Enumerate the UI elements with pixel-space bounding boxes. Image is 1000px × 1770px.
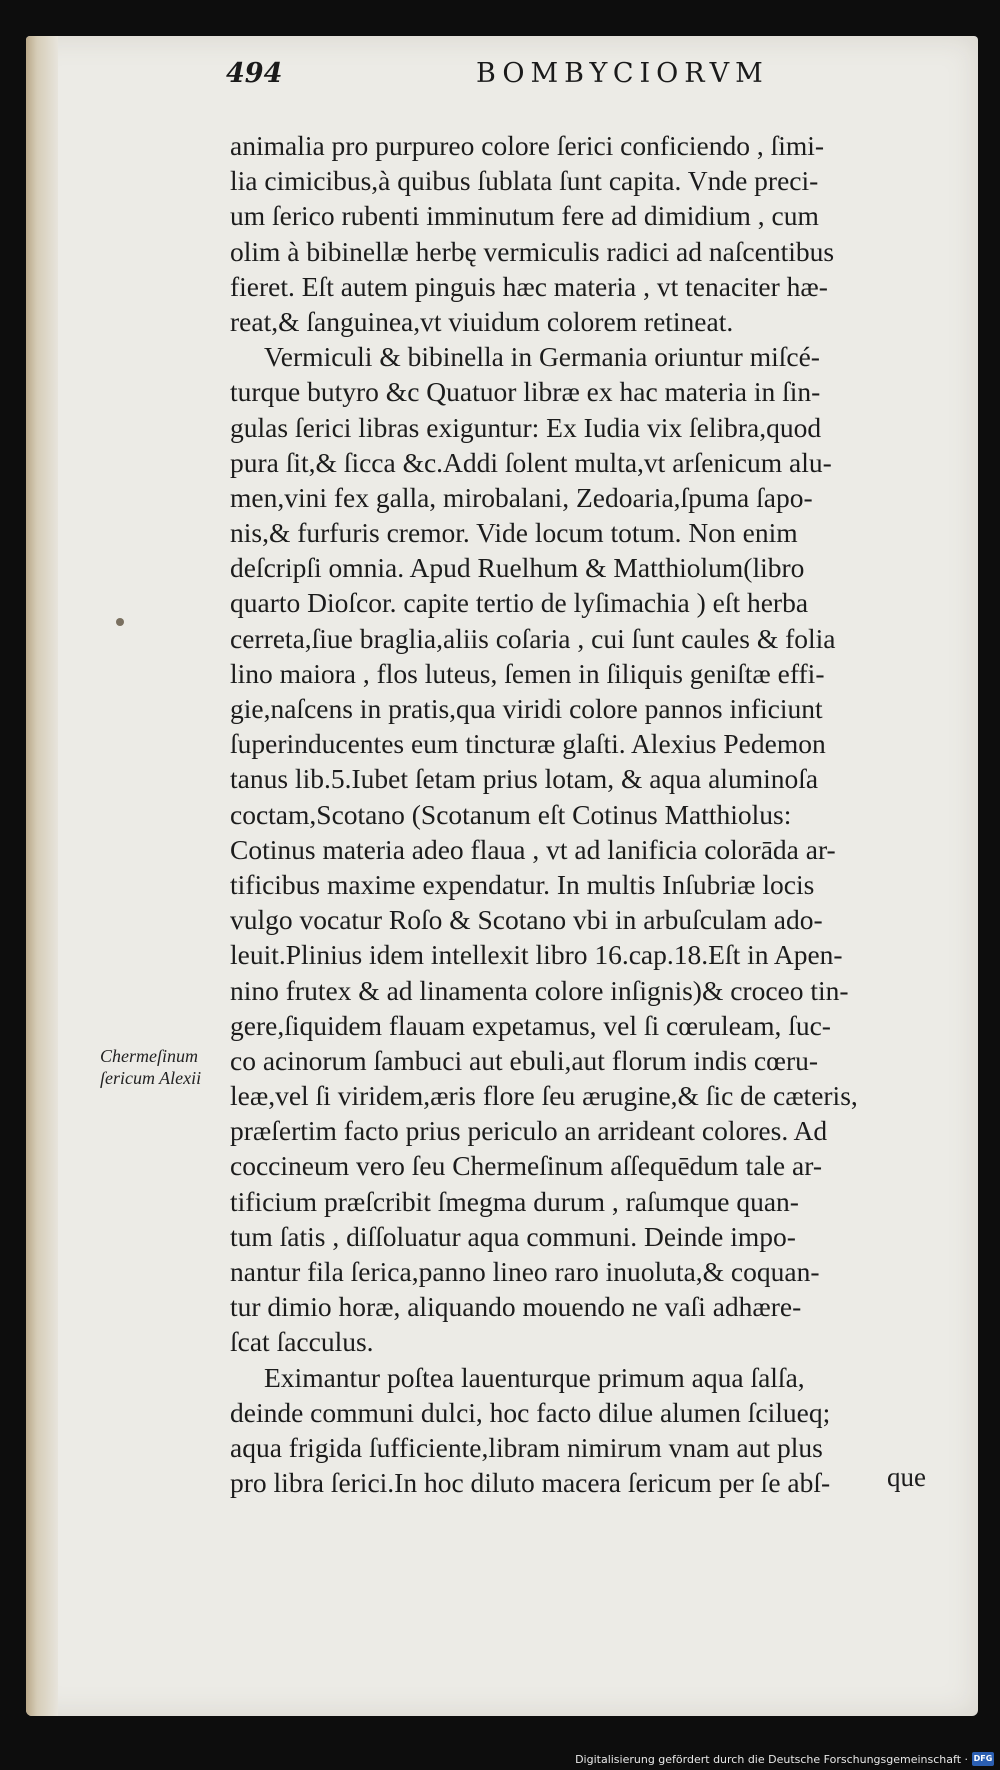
text-line: animalia pro purpureo colore ſerici conficiendo , ſimi-	[230, 130, 825, 161]
catchword: que	[887, 1462, 926, 1492]
text-line: gulas ſerici libras exiguntur: Ex Iudia vix ſelibra,quod	[230, 411, 822, 443]
text-line: lino maiora , flos luteus, ſemen in ſiliquis geniſtæ effi-	[230, 657, 825, 689]
text-line: lia cimicibus,à quibus ſublata ſunt capita. Vnde preci-	[230, 165, 819, 197]
marginal-note	[100, 1045, 228, 1089]
text-line: nis,& furfuris cremor. Vide locum totum. Non enim	[230, 517, 798, 549]
text-line: coctam,Scotano (Scotanum eſt Cotinus Matthiolus:	[230, 798, 792, 830]
text-line: vulgo vocatur Roſo & Scotano vbi in arbuſculam ado-	[230, 904, 823, 936]
text-line: co acinorum ſambuci aut ebuli,aut florum indis cœru-	[230, 1044, 819, 1076]
text-line: cerreta,ſiue braglia,aliis coſaria , cui ſunt caules & folia	[230, 622, 836, 654]
text-line: pro libra ſerici.In hoc diluto macera ſericum per ſe abſ-	[230, 1467, 831, 1499]
text-line: tum ſatis , diſſoluatur aqua communi. Deinde impo-	[230, 1220, 796, 1252]
text-line: nantur fila ſerica,panno lineo raro inuoluta,& coquan-	[230, 1256, 820, 1287]
marginal-note-line: Chermeſinum	[100, 1046, 198, 1066]
page-header	[226, 54, 926, 100]
footer-bar	[0, 1744, 1000, 1770]
text-line: leæ,vel ſi viridem,æris flore ſeu ærugine,& ſic de cæteris,	[230, 1080, 858, 1112]
text-line: tanus lib.5.Iubet ſetam prius lotam, & aqua aluminoſa	[230, 763, 819, 795]
body-text	[230, 128, 920, 1500]
text-line: deſcripſi omnia. Apud Ruelhum & Matthiolum(libro	[230, 552, 805, 584]
text-line: quarto Dioſcor. capite tertio de lyſimachia ) eſt herba	[230, 587, 809, 619]
text-line: reat,& ſanguinea,vt viuidum colorem retineat.	[230, 305, 734, 337]
text-line: tificibus maxime expendatur. In multis Inſubriæ locis	[230, 868, 815, 900]
marginal-note-line: ſericum Alexii	[100, 1068, 202, 1088]
book-spine-shadow	[26, 36, 58, 1716]
ink-spot	[116, 618, 124, 626]
text-line: nino frutex & ad linamenta colore inſignis)& croceo tin-	[230, 974, 849, 1006]
text-line: ſuperinducentes eum tincturæ glaſti. Alexius Pedemon	[230, 728, 826, 760]
text-line: deinde communi dulci, hoc facto dilue alumen ſcilueq;	[230, 1396, 831, 1428]
text-line: tificium præſcribit ſmegma durum , raſumque quan-	[230, 1185, 799, 1217]
page-number: 494	[226, 58, 283, 89]
text-line: gie,naſcens in pratis,qua viridi colore pannos inficiunt	[230, 693, 823, 724]
text-line: um ſerico rubenti imminutum fere ad dimidium , cum	[230, 200, 819, 232]
text-line: turque butyro &c Quatuor libræ ex hac materia in ſin-	[230, 376, 821, 408]
text-line: tur dimio horæ, aliquando mouendo ne vaſi adhære-	[230, 1291, 802, 1323]
text-line: ſcat ſacculus.	[230, 1326, 374, 1358]
text-line: fieret. Eſt autem pinguis hæc materia , vt tenaciter hæ-	[230, 270, 828, 302]
text-line: gere,ſiquidem flauam expetamus, vel ſi cœruleam, ſuc-	[230, 1009, 831, 1041]
text-line: coccineum vero ſeu Chermeſinum aſſequēdum tale ar-	[230, 1150, 822, 1182]
text-line: Cotinus materia adeo flaua , vt ad lanificia colorāda ar-	[230, 833, 836, 865]
text-line: præſertim facto prius periculo an arrideant colores. Ad	[230, 1115, 828, 1147]
text-line: leuit.Plinius idem intellexit libro 16.cap.18.Eſt in Apen-	[230, 939, 843, 971]
text-line: aqua frigida ſufficiente,libram nimirum vnam aut plus	[230, 1431, 823, 1463]
text-line: pura ſit,& ſicca &c.Addi ſolent multa,vt arſenicum alu-	[230, 446, 832, 478]
dfg-logo: DFG	[972, 1752, 994, 1766]
text-line: Eximantur poſtea lauenturque primum aqua ſalſa,	[264, 1361, 805, 1393]
text-line: men,vini fex galla, mirobalani, Zedoaria,ſpuma ſapo-	[230, 481, 813, 513]
text-line: olim à bibinellæ herbę vermiculis radici ad naſcentibus	[230, 235, 835, 267]
footer-credit: Digitalisierung gefördert durch die Deutsche Forschungsgemeinschaft ·	[575, 1753, 968, 1766]
running-head: BOMBYCIORVM	[476, 58, 769, 89]
text-line: Vermiculi & bibinella in Germania oriuntur miſcé-	[264, 341, 820, 373]
